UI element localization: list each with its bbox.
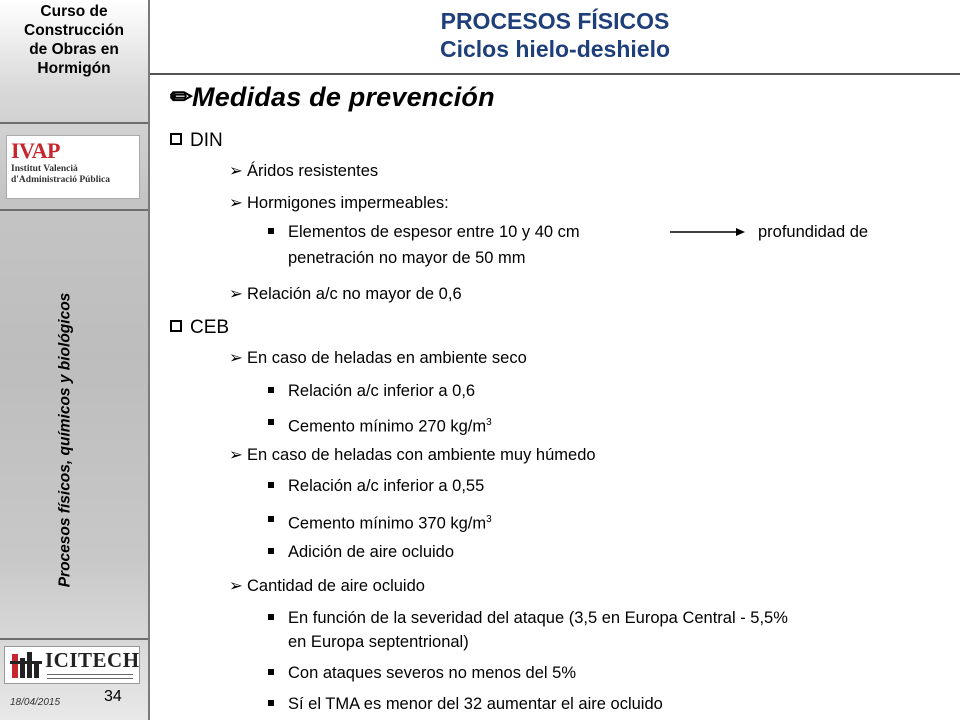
list-item-text: Áridos resistentes xyxy=(247,162,379,180)
course-title-line: Hormigón xyxy=(37,60,111,77)
slide-subtitle: Ciclos hielo-deshielo xyxy=(439,36,671,62)
sub-list-item xyxy=(268,411,908,435)
arrow-bullet-icon: ➢ xyxy=(229,162,243,180)
square-bullet-icon xyxy=(268,387,274,393)
pencil-icon: ✏ xyxy=(170,82,193,112)
superscript: 3 xyxy=(486,417,492,428)
course-title-line: de Obras en xyxy=(29,41,119,58)
sub-list-item-text: Relación a/c inferior a 0,6 xyxy=(288,382,476,400)
sub-list-item xyxy=(268,606,908,654)
sidebar xyxy=(0,0,150,720)
ivap-logo-subtitle xyxy=(11,164,110,186)
arrow-bullet-icon: ➢ xyxy=(229,446,243,464)
sub-list-item-text: Elementos de espesor entre 10 y 40 cm xyxy=(288,223,580,241)
section-heading xyxy=(170,82,495,113)
icitech-logo xyxy=(4,646,140,684)
list-item-text: Relación a/c no mayor de 0,6 xyxy=(247,285,462,303)
sub-list-item-text: Adición de aire ocluido xyxy=(288,543,455,561)
sub-list-item-text: Relación a/c inferior a 0,55 xyxy=(288,477,485,495)
slide-title: PROCESOS FÍSICOS xyxy=(440,8,670,34)
sub-list-item-text-main: Cemento mínimo 270 kg/m xyxy=(288,417,487,436)
sub-list-item-text: Con ataques severos no menos del 5% xyxy=(288,664,577,682)
list-item xyxy=(229,445,596,465)
ivap-logo xyxy=(6,135,140,199)
sub-list-item-text-main: Cemento mínimo 370 kg/m xyxy=(288,514,487,533)
section-vertical-title: Procesos físicos, químicos y biológicos xyxy=(56,292,74,588)
checkbox-bullet-icon xyxy=(170,320,182,332)
square-bullet-icon xyxy=(268,614,274,620)
sub-list-item-text xyxy=(288,411,492,439)
ivap-logo-name: IVAP xyxy=(11,138,60,163)
list-item-text: Hormigones impermeables: xyxy=(247,194,449,212)
sub-list-item xyxy=(268,692,908,716)
list-item-text: En caso de heladas en ambiente seco xyxy=(247,349,527,367)
ivap-logo-sub-line: d'Administració Pública xyxy=(11,175,110,185)
square-bullet-icon xyxy=(268,482,274,488)
title-divider xyxy=(150,73,960,75)
section-heading-text: Medidas de prevención xyxy=(192,82,495,112)
sub-list-item xyxy=(268,474,908,498)
sub-list-item-text: penetración no mayor de 50 mm xyxy=(288,249,526,267)
icitech-logo-text: ICITECH xyxy=(45,648,140,672)
sub-list-item-text: en Europa septentrional) xyxy=(288,633,469,651)
list-item xyxy=(229,193,449,213)
square-bullet-icon xyxy=(268,548,274,554)
sub-list-item xyxy=(268,661,908,685)
list-item-text: En caso de heladas con ambiente muy húmedo xyxy=(247,446,596,464)
list-item xyxy=(229,161,378,181)
sidebar-divider xyxy=(0,638,148,640)
sidebar-divider xyxy=(0,209,148,211)
list-item xyxy=(229,576,425,596)
sub-list-item xyxy=(268,220,908,268)
list-item xyxy=(229,284,462,304)
checkbox-bullet-icon xyxy=(170,133,182,145)
din-bullet xyxy=(170,130,223,152)
square-bullet-icon xyxy=(268,700,274,706)
course-title-line: Curso de xyxy=(40,3,108,20)
list-item-text: Cantidad de aire ocluido xyxy=(247,577,425,595)
course-title-line: Construcción xyxy=(24,22,124,39)
din-label: DIN xyxy=(190,130,223,151)
sub-list-item-text: profundidad de xyxy=(758,223,869,241)
right-arrow-icon xyxy=(670,226,746,238)
sub-list-item xyxy=(268,540,908,564)
icitech-mark-icon xyxy=(8,650,44,680)
course-title xyxy=(0,2,148,78)
arrow-bullet-icon: ➢ xyxy=(229,194,243,212)
sub-list-item-text: Sí el TMA es menor del 32 aumentar el aire ocluido xyxy=(288,695,663,713)
ceb-bullet xyxy=(170,317,229,339)
list-item xyxy=(229,348,527,368)
ivap-logo-sub-line: Institut Valencià xyxy=(11,164,78,174)
slide-date: 18/04/2015 xyxy=(10,697,61,708)
square-bullet-icon xyxy=(268,419,274,425)
square-bullet-icon xyxy=(268,669,274,675)
sub-list-item xyxy=(268,379,908,403)
sub-list-item-text: En función de la severidad del ataque (3,5 en Europa Central - 5,5% xyxy=(288,609,788,627)
sub-list-item xyxy=(268,508,908,532)
sidebar-divider xyxy=(0,122,148,124)
ceb-label: CEB xyxy=(190,317,230,338)
square-bullet-icon xyxy=(268,228,274,234)
arrow-bullet-icon: ➢ xyxy=(229,577,243,595)
arrow-bullet-icon: ➢ xyxy=(229,349,243,367)
icitech-logo-underline xyxy=(47,674,133,679)
sub-list-item-text xyxy=(288,508,492,536)
slide-number: 34 xyxy=(104,688,122,705)
arrow-bullet-icon: ➢ xyxy=(229,285,243,303)
square-bullet-icon xyxy=(268,516,274,522)
superscript: 3 xyxy=(486,514,492,525)
